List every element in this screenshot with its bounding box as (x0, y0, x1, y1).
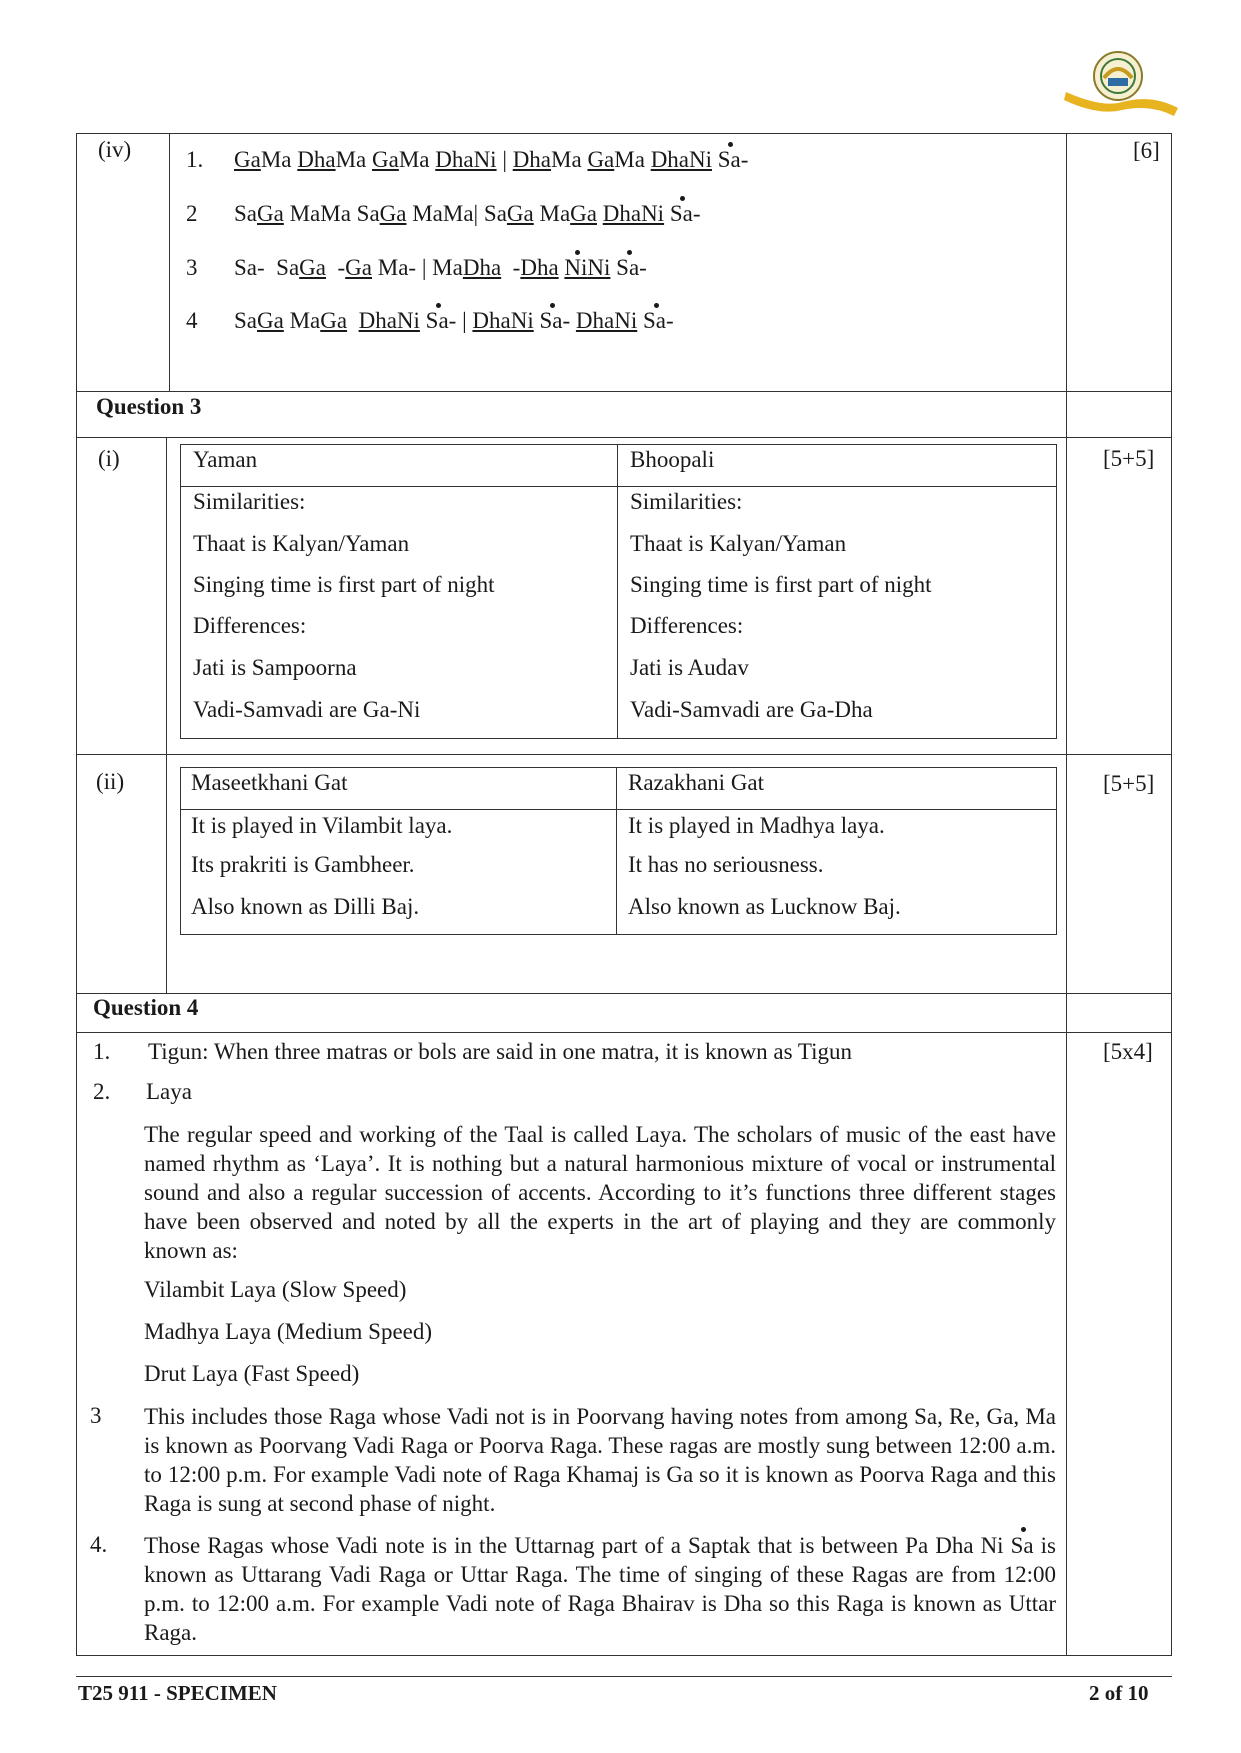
item-number: 3 (90, 1403, 102, 1428)
list-item: Vilambit Laya (Slow Speed) (144, 1277, 407, 1302)
cell: It is played in Vilambit laya. (191, 813, 453, 838)
question-title: Question 4 (93, 995, 199, 1020)
list-item: Drut Laya (Fast Speed) (144, 1361, 360, 1386)
cell: Also known as Lucknow Baj. (628, 894, 901, 919)
cell: Maseetkhani Gat (191, 770, 348, 795)
cell: Singing time is first part of night (193, 572, 495, 597)
notation-row-number: 4 (186, 308, 198, 333)
cell: Thaat is Kalyan/Yaman (193, 531, 410, 556)
cell: Vadi-Samvadi are Ga-Dha (630, 697, 873, 722)
answer-paragraph: This includes those Raga whose Vadi not is in Poorvang having notes from among Sa, Re, Ga, Ma is known as Poorvang Vadi Raga or Poorva Raga. These ragas are mostly sung between 12:00 a.m. to 12:00 p.m. For example Vadi note of Raga Khamaj is Ga so it is known as Poorva Raga and this Raga is sung at second phase of night. (144, 1404, 1056, 1516)
marks-column-divider (1066, 133, 1067, 1656)
notation-row: Sa- SaGa -Ga Ma- | MaDha -Dha NiNi Sa- (234, 255, 647, 280)
part-label: (i) (98, 446, 120, 471)
paper-code: T25 911 - SPECIMEN (78, 1681, 277, 1705)
page-number: 2 of 10 (1089, 1681, 1149, 1705)
cell: Differences: (630, 613, 744, 638)
cell: Similarities: (630, 489, 743, 514)
cell: Similarities: (193, 489, 306, 514)
answer-paragraph: The regular speed and working of the Taal is called Laya. The scholars of music of the east have named rhythm as ‘Laya’. It is nothing but a natural harmonious mixture of vocal or instrumental sound and also a regular succession of accents. According to it’s functions three different stages have been observed and noted by all the experts in the art of playing and they are commonly known as: (144, 1122, 1056, 1263)
label-column-divider (169, 133, 170, 391)
part-label: (iv) (98, 137, 132, 162)
cell: Jati is Audav (630, 655, 749, 680)
marks: [5+5] (1103, 446, 1155, 471)
notation-row: SaGa MaMa SaGa MaMa| SaGa MaGa DhaNi Sa- (234, 201, 701, 226)
answer-text: Tigun: When three matras or bols are said in one matra, it is known as Tigun (148, 1039, 852, 1064)
part-label: (ii) (96, 769, 125, 794)
list-item: Madhya Laya (Medium Speed) (144, 1319, 433, 1344)
item-number: 4. (90, 1532, 108, 1557)
answer-paragraph: Those Ragas whose Vadi note is in the Uttarnag part of a Saptak that is between Pa Dha Ni Sa is known as Uttarang Vadi Raga or Uttar Raga. The time of singing of these Ragas are from 12:00 p.m. to 12:00 a.m. For example Vadi note of Raga Bhairav is Dha so this Raga is known as Uttar Raga. (144, 1533, 1056, 1645)
notation-row: GaMa DhaMa GaMa DhaNi | DhaMa GaMa DhaNi Sa- (234, 147, 749, 172)
marks: [5x4] (1103, 1039, 1153, 1064)
cell: It is played in Madhya laya. (628, 813, 885, 838)
item-number: 1. (93, 1039, 111, 1064)
cell: It has no seriousness. (628, 852, 824, 877)
cell: Differences: (193, 613, 307, 638)
cell: Thaat is Kalyan/Yaman (630, 531, 847, 556)
marks: [5+5] (1103, 771, 1155, 796)
cell: Jati is Sampoorna (193, 655, 357, 680)
notation-row-number: 2 (186, 201, 198, 226)
footer-rule (76, 1676, 1172, 1677)
notation-row-number: 1. (186, 147, 204, 172)
item-number: 2. (93, 1079, 111, 1104)
question-title: Question 3 (96, 394, 202, 419)
marks: [6] (1133, 138, 1160, 163)
cell: Singing time is first part of night (630, 572, 932, 597)
cell: Vadi-Samvadi are Ga-Ni (193, 697, 421, 722)
cell: Yaman (193, 447, 258, 472)
notation-row: SaGa MaGa DhaNi Sa- | DhaNi Sa- DhaNi Sa- (234, 308, 674, 333)
cell: Its prakriti is Gambheer. (191, 852, 415, 877)
cisce-logo (1062, 48, 1180, 124)
cell: Also known as Dilli Baj. (191, 894, 420, 919)
notation-row-number: 3 (186, 255, 198, 280)
cell: Razakhani Gat (628, 770, 765, 795)
answer-heading: Laya (146, 1079, 192, 1104)
cell: Bhoopali (630, 447, 715, 472)
